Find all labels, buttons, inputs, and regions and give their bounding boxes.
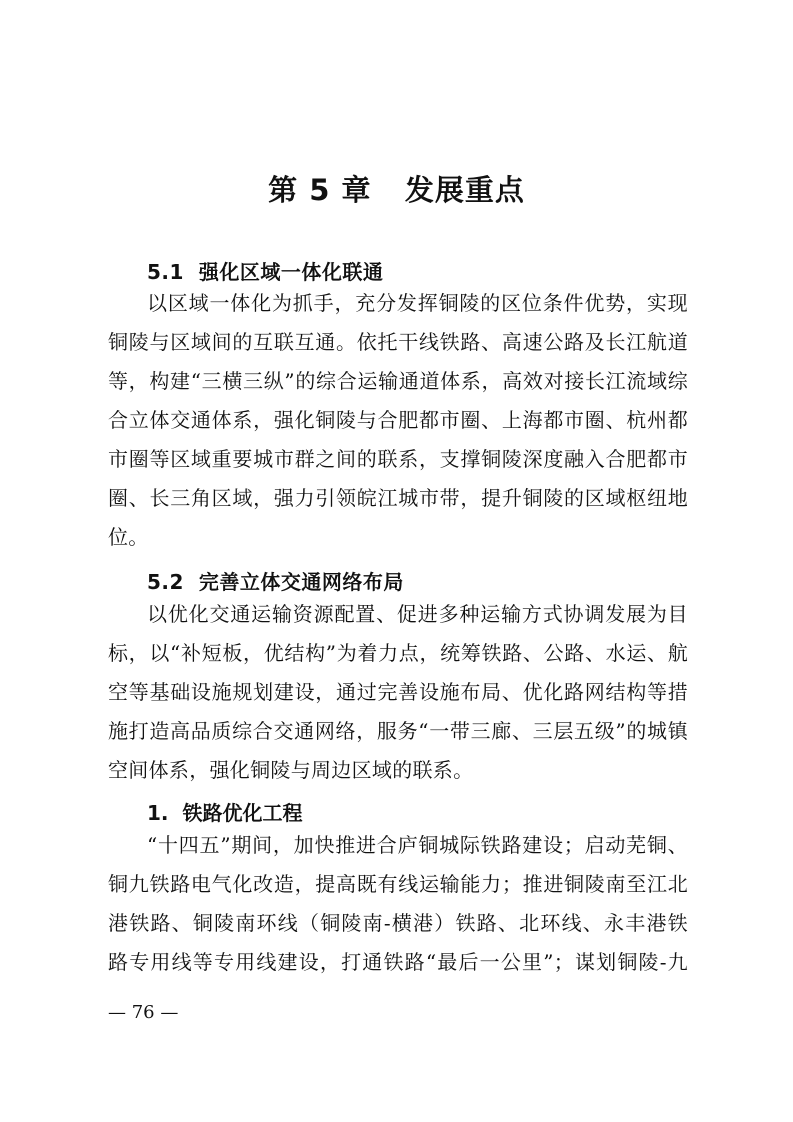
paragraph-line: 合立体交通体系，强化铜陵与合肥都市圈、上海都市圈、杭州都 [108, 408, 688, 432]
section-heading-5-1: 5.1 强化区域一体化联通 [147, 260, 384, 284]
paragraph-line: 空间体系，强化铜陵与周边区域的联系。 [108, 758, 474, 782]
section-5-2-paragraph [108, 595, 688, 790]
paragraph-line: 路专用线等专用线建设，打通铁路“最后一公里”；谋划铜陵-九 [108, 950, 688, 974]
paragraph-line: 空等基础设施规划建设，通过完善设施布局、优化路网结构等措 [108, 680, 688, 704]
subsection-heading-railway: 1. 铁路优化工程 [147, 801, 303, 825]
railway-paragraph [108, 826, 688, 982]
paragraph-line: 以优化交通运输资源配置、促进多种运输方式协调发展为目 [147, 602, 688, 626]
paragraph-line: 标，以“补短板，优结构”为着力点，统筹铁路、公路、水运、航 [108, 641, 688, 665]
paragraph-line: 等，构建“三横三纵”的综合运输通道体系，高效对接长江流域综 [108, 369, 688, 393]
paragraph-line: 施打造高品质综合交通网络，服务“一带三廊、三层五级”的城镇 [108, 719, 688, 743]
section-heading-5-2: 5.2 完善立体交通网络布局 [147, 570, 404, 594]
paragraph-line: 港铁路、铜陵南环线（铜陵南-横港）铁路、北环线、永丰港铁 [108, 911, 688, 935]
paragraph-line: “十四五”期间，加快推进合庐铜城际铁路建设；启动芜铜、 [147, 833, 688, 857]
page-number: — 76 — [108, 1002, 179, 1023]
paragraph-line: 铜九铁路电气化改造，提高既有线运输能力；推进铜陵南至江北 [108, 872, 688, 896]
paragraph-line: 铜陵与区域间的互联互通。依托干线铁路、高速公路及长江航道 [108, 330, 688, 354]
paragraph-line: 位。 [108, 525, 149, 549]
paragraph-line: 市圈等区域重要城市群之间的联系，支撑铜陵深度融入合肥都市 [108, 447, 688, 471]
section-5-1-paragraph [108, 284, 688, 557]
paragraph-line: 圈、长三角区域，强力引领皖江城市带，提升铜陵的区域枢纽地 [108, 486, 688, 510]
paragraph-line: 以区域一体化为抓手，充分发挥铜陵的区位条件优势，实现 [147, 291, 688, 315]
chapter-title: 第 5 章 发展重点 [268, 173, 525, 207]
